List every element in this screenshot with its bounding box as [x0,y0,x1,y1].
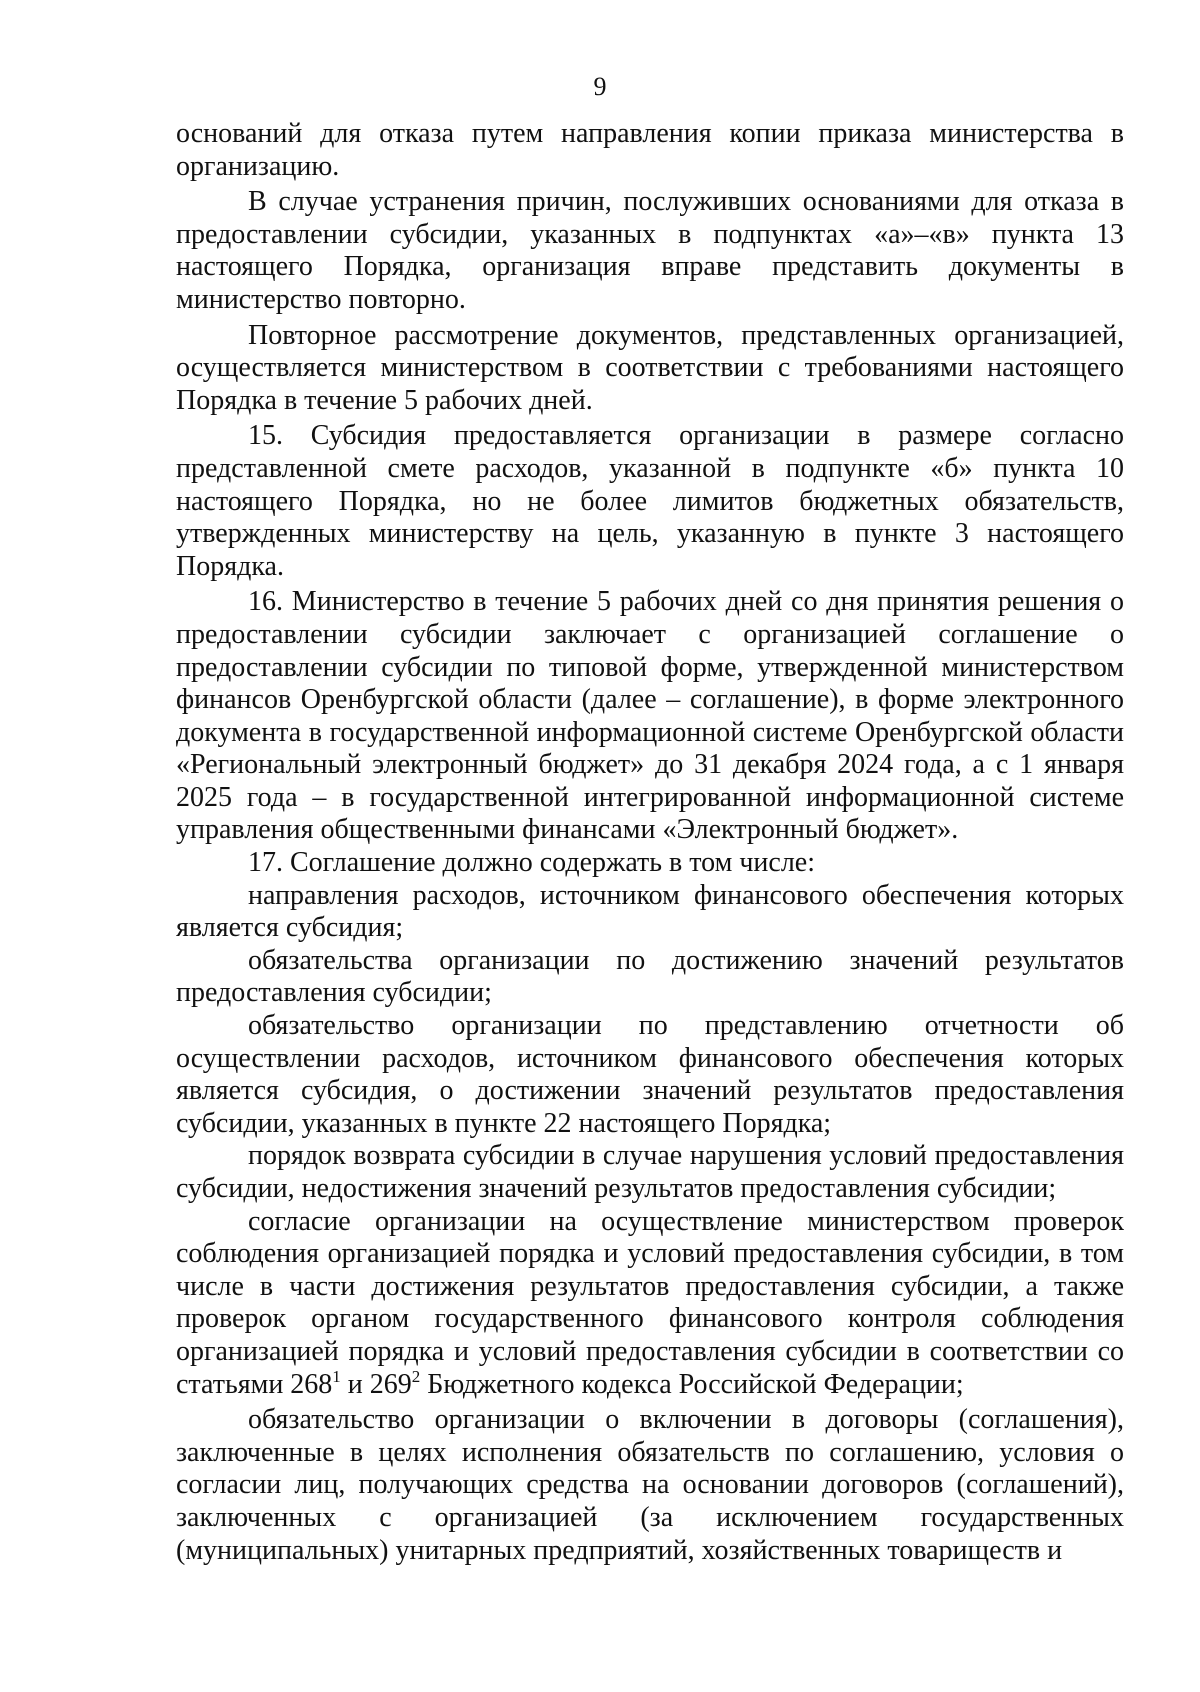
paragraph-result-obligations: обязательства организации по достижению значений результатов предоставления субсидии; [176,944,1124,1009]
superscript-1: 1 [332,1366,341,1386]
paragraph-item-15: 15. Субсидия предоставляется организации в размере согласно представленной смете расходов, указанной в подпункте «б» пункта 10 настоящего Порядка, но не более лимитов бюджетных обязательств, утвержденных министерству на цель, указанную в пункте 3 настоящего Порядка. [176,420,1124,582]
page-number: 9 [593,72,607,101]
paragraph-resubmission: В случае устранения причин, послуживших основаниями для отказа в предоставлении субсидии, указанных в подпунктах «а»–«в» пункта 13 настоящего Порядка, организация вправе представить документы в министерство повторно. [176,186,1124,315]
consent-text-before: согласие организации на осуществление министерством проверок соблюдения организацией порядка и условий предоставления субсидии, в том числе в части достижения результатов предоставления субсидии, а также проверок органом государственного финансового контроля соблюдения организацией порядка и условий предоставления субсидии в соответствии со статьями 268 [176,1205,1124,1400]
paragraph-item-17: 17. Соглашение должно содержать в том числе: [248,847,815,879]
paragraph-re-review: Повторное рассмотрение документов, представленных организацией, осуществляется министерством в соответствии с требованиями настоящего Порядка в течение 5 рабочих дней. [176,319,1124,416]
paragraph-reporting-obligation: обязательство организации по представлению отчетности об осуществлении расходов, источником финансового обеспечения которых является субсидия, о достижении значений результатов предоставления субсидии, указанных в пункте 22 настоящего Порядка; [176,1010,1124,1139]
paragraph-refusal-copy: оснований для отказа путем направления копии приказа министерства в организацию. [176,118,1124,182]
paragraph-contract-inclusion: обязательство организации о включении в договоры (соглашения), заключенные в целях исполнения обязательств по соглашению, условия о согласии лиц, получающих средства на основании договоров (соглашений), заключенных с организацией (за исключением государственных (муниципальных) унитарных предприятий, хозяйственных товариществ и [176,1404,1124,1566]
paragraph-item-16: 16. Министерство в течение 5 рабочих дней со дня принятия решения о предоставлении субсидии заключает с организацией соглашение о предоставлении субсидии по типовой форме, утвержденной министерством финансов Оренбургской области (далее – соглашение), в форме электронного документа в государственной информационной системе Оренбургской области «Региональный электронный бюджет» до 31 декабря 2024 года, а с 1 января 2025 года – в государственной интегрированной информационной системе управления общественными финансами «Электронный бюджет». [176,586,1124,846]
consent-text-after: Бюджетного кодекса Российской Федерации; [420,1368,964,1400]
document-body [176,118,1124,1567]
consent-text-middle: и 269 [340,1368,412,1400]
paragraph-inspection-consent [176,1206,1124,1402]
paragraph-expense-directions: направления расходов, источником финансового обеспечения которых является субсидия; [176,879,1124,944]
paragraph-refund-procedure: порядок возврата субсидии в случае нарушения условий предоставления субсидии, недостижения значений результатов предоставления субсидии; [176,1140,1124,1204]
superscript-2: 2 [411,1366,421,1386]
